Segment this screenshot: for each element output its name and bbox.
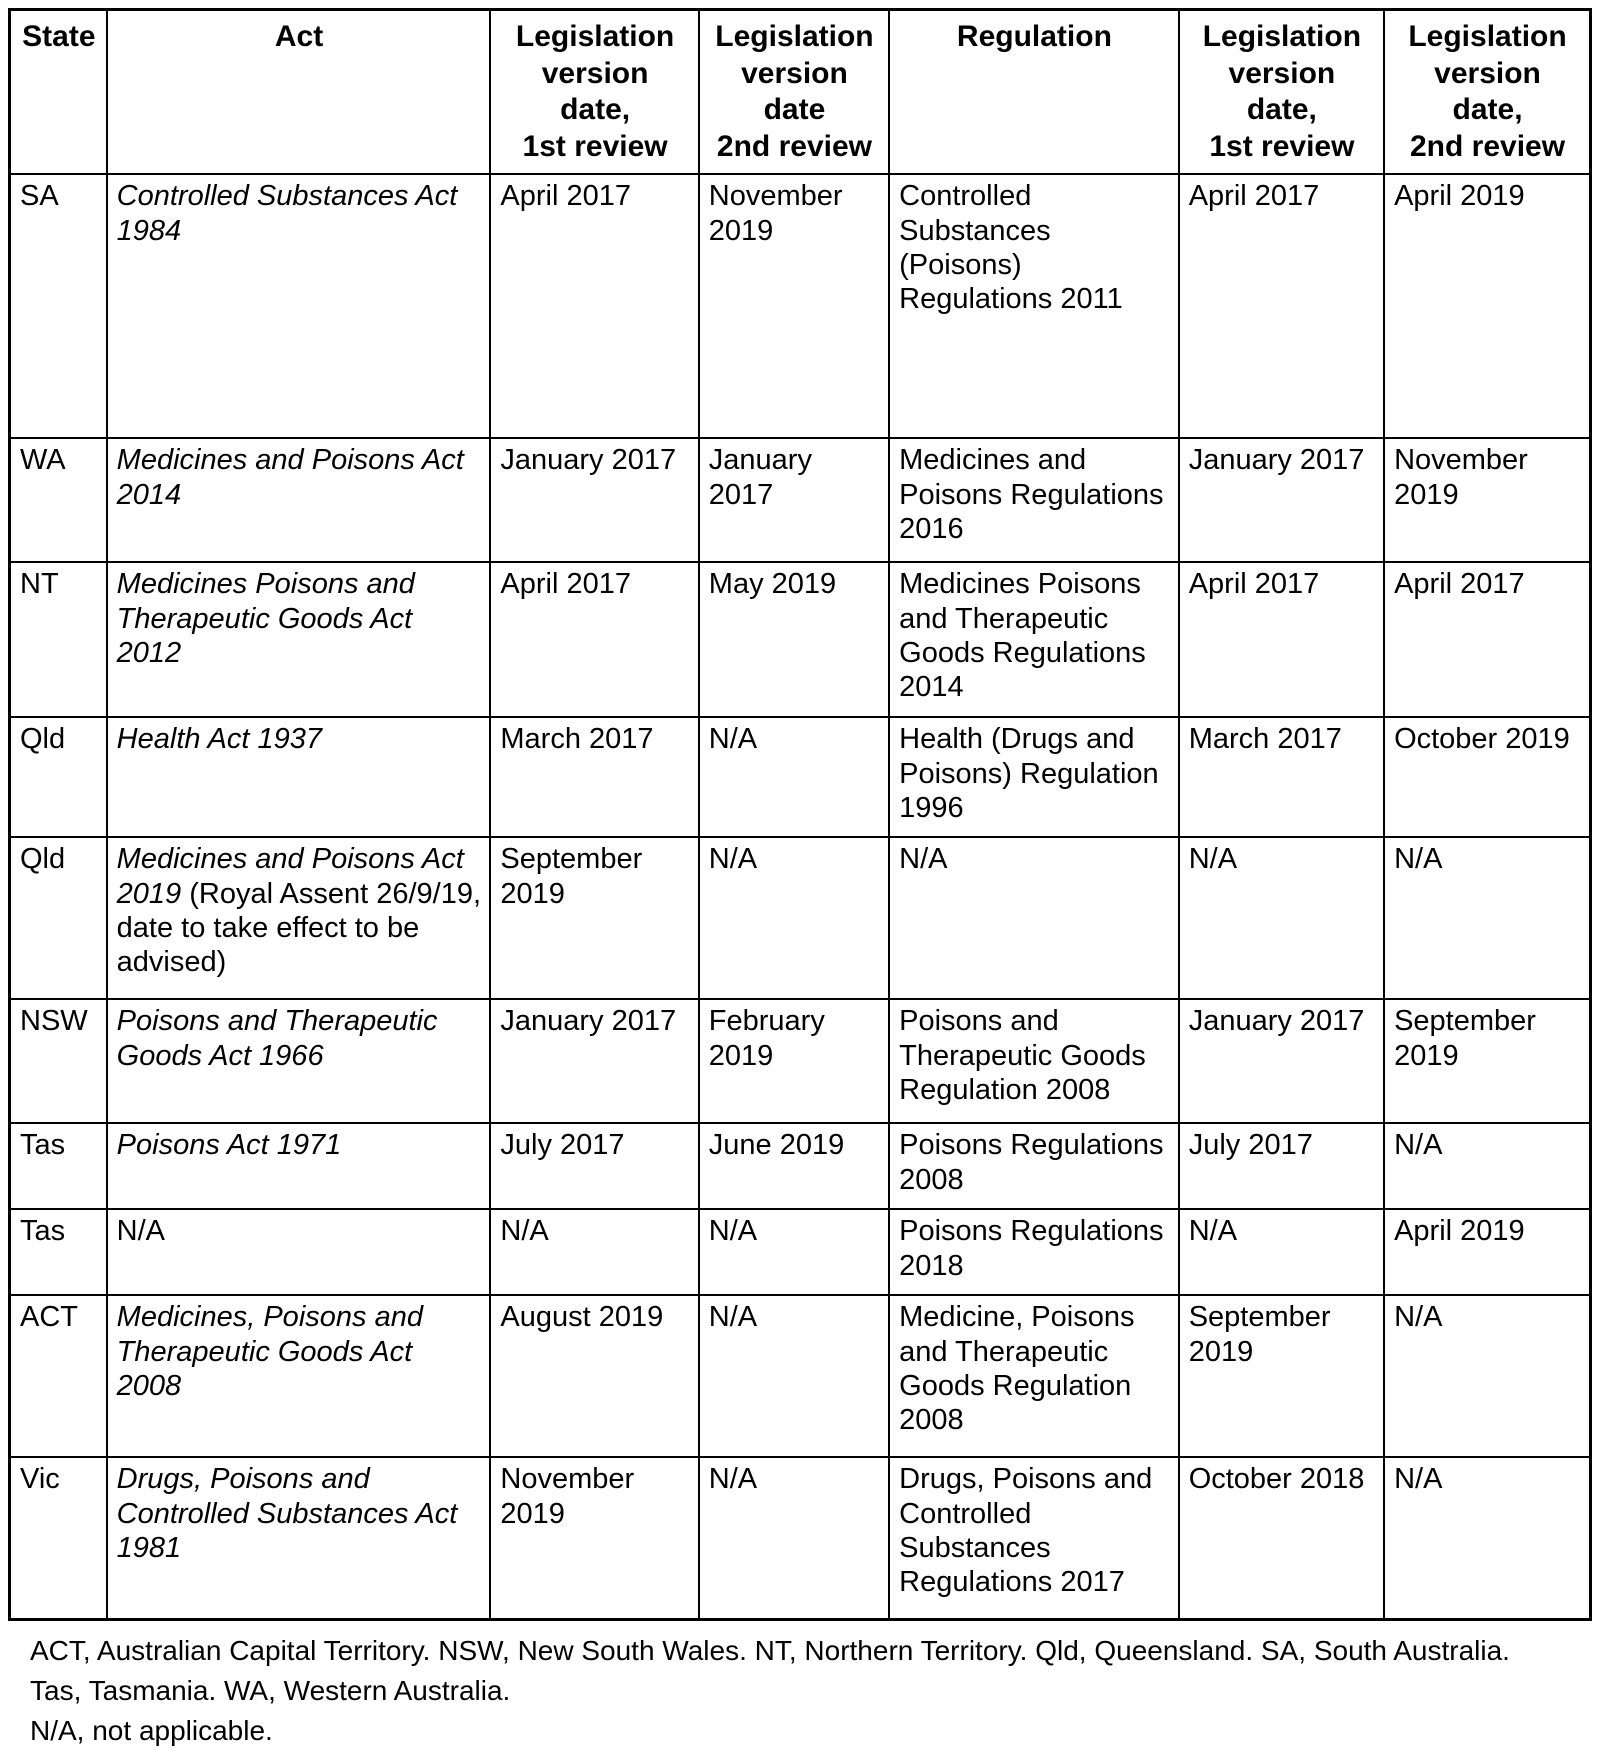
table-row (10, 837, 1591, 999)
act-title: Medicines Poisons and Therapeutic Goods Act 2012 (116, 568, 415, 669)
cell-act-version-2nd: June 2019 (699, 1123, 889, 1209)
act-title: Poisons Act 1971 (116, 1129, 342, 1162)
act-note: N/A (116, 1215, 166, 1248)
cell-reg-version-2nd: October 2019 (1384, 717, 1590, 837)
cell-act-version-2nd: N/A (699, 1457, 889, 1620)
cell-act (107, 837, 491, 999)
cell-reg-version-2nd: N/A (1384, 1457, 1590, 1620)
cell-state: Tas (10, 1123, 107, 1209)
cell-regulation: Drugs, Poisons and Controlled Substances Regulations 2017 (889, 1457, 1179, 1620)
cell-act-version-1st: September 2019 (490, 837, 698, 999)
cell-act-version-1st: August 2019 (490, 1295, 698, 1457)
header-line-3: date (763, 93, 826, 127)
cell-act-version-1st: March 2017 (490, 717, 698, 837)
table-row (10, 1295, 1591, 1457)
act-note: (Royal Assent 26/9/19, date to take effect to be advised) (116, 877, 482, 979)
cell-act (107, 562, 491, 717)
cell-act-version-2nd: N/A (699, 717, 889, 837)
cell-regulation: Poisons Regulations 2018 (889, 1209, 1179, 1295)
act-title: Poisons and Therapeutic Goods Act 1966 (116, 1005, 438, 1072)
header-line-4: 2nd review (1409, 129, 1566, 163)
cell-act-version-2nd: N/A (699, 837, 889, 999)
column-header-state (10, 10, 107, 175)
legislation-review-table (8, 8, 1592, 1621)
cell-reg-version-2nd: N/A (1384, 1295, 1590, 1457)
cell-act (107, 174, 491, 438)
cell-reg-version-1st: October 2018 (1179, 1457, 1384, 1620)
header-line-4: 2nd review (716, 129, 872, 163)
cell-state: Vic (10, 1457, 107, 1620)
table-row (10, 174, 1591, 438)
header-line-2: version (741, 56, 848, 90)
table-body (10, 174, 1591, 1620)
cell-act-version-1st: April 2017 (490, 562, 698, 717)
cell-regulation: Medicines and Poisons Regulations 2016 (889, 438, 1179, 562)
header-line-3: date, (1452, 93, 1523, 127)
cell-act-version-2nd: January 2017 (699, 438, 889, 562)
footnote-abbreviations-line-2: Tas, Tasmania. WA, Western Australia. (30, 1675, 511, 1707)
cell-regulation: Controlled Substances (Poisons) Regulations 2011 (889, 174, 1179, 438)
table-row (10, 438, 1591, 562)
cell-act-version-1st: April 2017 (490, 174, 698, 438)
cell-state: SA (10, 174, 107, 438)
column-header-reg-version-1st (1179, 10, 1384, 175)
header-line-4: 1st review (522, 129, 668, 163)
footnote-na: N/A, not applicable. (30, 1714, 273, 1746)
header-line-2: version (1434, 56, 1541, 90)
header-line-3: date, (560, 93, 631, 127)
cell-act-version-2nd: May 2019 (699, 562, 889, 717)
table-row (10, 717, 1591, 837)
cell-act (107, 1123, 491, 1209)
header-line-1: Legislation (715, 20, 874, 53)
column-header-act (107, 10, 491, 175)
cell-state: Qld (10, 837, 107, 999)
cell-act-version-2nd: February 2019 (699, 999, 889, 1123)
cell-state: ACT (10, 1295, 107, 1457)
cell-state: WA (10, 438, 107, 562)
cell-reg-version-1st: September 2019 (1179, 1295, 1384, 1457)
cell-reg-version-1st: January 2017 (1179, 438, 1384, 562)
table-header (10, 10, 1591, 175)
header-line-1: Legislation (515, 20, 675, 53)
cell-act-version-2nd: N/A (699, 1295, 889, 1457)
cell-act-version-1st: January 2017 (490, 438, 698, 562)
header-text: Regulation (956, 20, 1112, 53)
header-line-1: Legislation (1408, 20, 1567, 53)
cell-regulation: Medicine, Poisons and Therapeutic Goods Regulation 2008 (889, 1295, 1179, 1457)
cell-reg-version-1st: July 2017 (1179, 1123, 1384, 1209)
cell-act (107, 1457, 491, 1620)
cell-reg-version-1st: N/A (1179, 1209, 1384, 1295)
act-title: Medicines and Poisons Act 2014 (116, 444, 464, 511)
cell-reg-version-2nd: N/A (1384, 837, 1590, 999)
table-row (10, 1123, 1591, 1209)
cell-reg-version-2nd: November 2019 (1384, 438, 1590, 562)
table-footnotes (8, 1631, 1592, 1750)
cell-regulation: Health (Drugs and Poisons) Regulation 1996 (889, 717, 1179, 837)
cell-regulation: Medicines Poisons and Therapeutic Goods Regulations 2014 (889, 562, 1179, 717)
cell-reg-version-1st: April 2017 (1179, 562, 1384, 717)
column-header-regulation (889, 10, 1179, 175)
cell-act (107, 1295, 491, 1457)
cell-state: NT (10, 562, 107, 717)
cell-state: NSW (10, 999, 107, 1123)
act-title: Health Act 1937 (116, 723, 322, 756)
header-text: State (22, 20, 96, 53)
act-title: Drugs, Poisons and Controlled Substances Act 1981 (116, 1463, 458, 1564)
cell-act-version-2nd: November 2019 (699, 174, 889, 438)
header-row (10, 10, 1591, 175)
cell-act-version-1st: January 2017 (490, 999, 698, 1123)
header-line-2: version (1228, 56, 1336, 90)
cell-reg-version-2nd: N/A (1384, 1123, 1590, 1209)
cell-regulation: N/A (889, 837, 1179, 999)
act-title: Medicines, Poisons and Therapeutic Goods Act 2008 (116, 1301, 423, 1402)
act-title: Medicines and Poisons Act 2019 (116, 843, 464, 910)
cell-reg-version-2nd: April 2019 (1384, 174, 1590, 438)
cell-act-version-2nd: N/A (699, 1209, 889, 1295)
act-title: Controlled Substances Act 1984 (116, 180, 458, 247)
cell-act (107, 438, 491, 562)
cell-regulation: Poisons Regulations 2008 (889, 1123, 1179, 1209)
cell-state: Tas (10, 1209, 107, 1295)
cell-reg-version-1st: N/A (1179, 837, 1384, 999)
header-line-4: 1st review (1209, 129, 1355, 163)
header-line-3: date, (1246, 93, 1317, 127)
header-line-1: Legislation (1202, 20, 1362, 53)
column-header-reg-version-2nd (1384, 10, 1590, 175)
cell-state: Qld (10, 717, 107, 837)
cell-regulation: Poisons and Therapeutic Goods Regulation 2008 (889, 999, 1179, 1123)
cell-reg-version-1st: March 2017 (1179, 717, 1384, 837)
cell-reg-version-2nd: April 2017 (1384, 562, 1590, 717)
cell-act (107, 1209, 491, 1295)
cell-reg-version-1st: January 2017 (1179, 999, 1384, 1123)
table-row (10, 1209, 1591, 1295)
column-header-act-version-1st (490, 10, 698, 175)
cell-act-version-1st: November 2019 (490, 1457, 698, 1620)
header-text: Act (274, 20, 324, 53)
cell-reg-version-2nd: September 2019 (1384, 999, 1590, 1123)
table-row (10, 999, 1591, 1123)
cell-act-version-1st: July 2017 (490, 1123, 698, 1209)
header-line-2: version (541, 56, 649, 90)
column-header-act-version-2nd (699, 10, 889, 175)
cell-act (107, 999, 491, 1123)
table-row (10, 1457, 1591, 1620)
cell-act-version-1st: N/A (490, 1209, 698, 1295)
footnote-abbreviations-line-1: ACT, Australian Capital Territory. NSW, New South Wales. NT, Northern Territory. Qld, Queensland. SA, South Australia. (30, 1635, 1510, 1667)
cell-act (107, 717, 491, 837)
cell-reg-version-2nd: April 2019 (1384, 1209, 1590, 1295)
table-row (10, 562, 1591, 717)
cell-reg-version-1st: April 2017 (1179, 174, 1384, 438)
